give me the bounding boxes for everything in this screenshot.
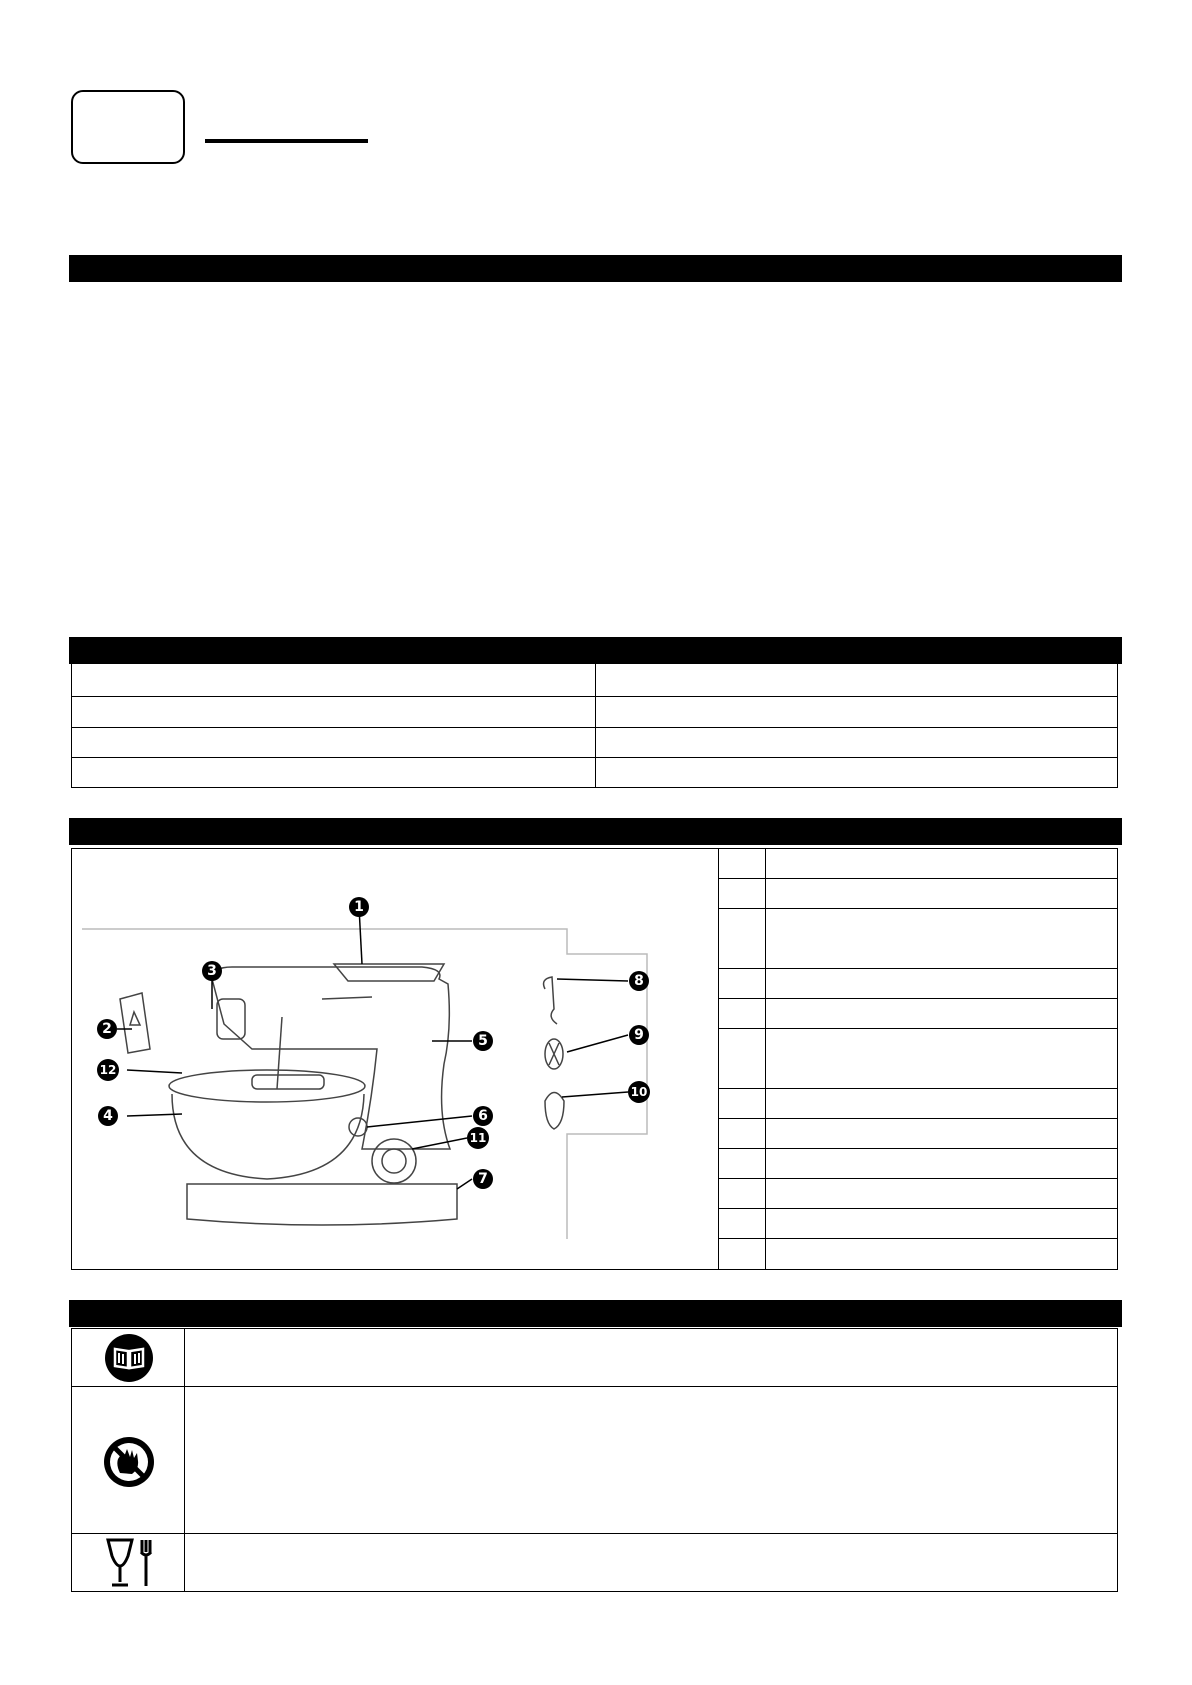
parts-section-bar [69, 818, 1122, 845]
symbols-table [71, 1328, 1118, 1592]
part-number [719, 1209, 765, 1217]
part-name [766, 909, 782, 917]
part-number [719, 1179, 765, 1187]
parts-list-row [719, 1029, 1118, 1089]
parts-list-row [719, 999, 1118, 1029]
part-number [719, 1089, 765, 1097]
food-safe-icon [104, 1538, 156, 1588]
callout-3 [202, 961, 222, 981]
symbol-text [185, 1347, 1117, 1355]
spec-label [72, 664, 595, 672]
symbol-row [72, 1387, 1117, 1534]
svg-text:9: 9 [634, 1027, 644, 1043]
callout-5 [473, 1031, 493, 1051]
part-number [719, 879, 765, 887]
parts-list-row [719, 1179, 1118, 1209]
part-number [719, 1029, 765, 1037]
part-name [766, 849, 782, 857]
specs-row [72, 758, 1117, 788]
specs-row [72, 728, 1117, 758]
parts-list-row [719, 879, 1118, 909]
parts-list-row [719, 909, 1118, 969]
parts-list-row [719, 1149, 1118, 1179]
part-name [766, 969, 782, 977]
svg-text:7: 7 [478, 1171, 488, 1187]
svg-text:5: 5 [478, 1033, 488, 1049]
intro-heading [69, 260, 77, 277]
callout-8 [629, 971, 649, 991]
specs-row [72, 697, 1117, 728]
intro-section-bar [69, 255, 1122, 282]
parts-list-row [719, 1089, 1118, 1119]
specs-table [71, 664, 1118, 788]
specs-section-bar [69, 637, 1122, 664]
symbol-text [185, 1552, 1117, 1560]
part-name [766, 1209, 782, 1217]
callout-10 [628, 1081, 650, 1103]
stand-mixer-illustration [72, 849, 719, 1269]
callout-1 [349, 897, 369, 917]
parts-panel [71, 848, 1118, 1270]
part-name [766, 999, 782, 1007]
part-name [766, 1119, 782, 1127]
symbol-row [72, 1329, 1117, 1387]
specs-heading [69, 642, 77, 659]
svg-text:11: 11 [469, 1131, 487, 1145]
parts-list-row [719, 969, 1118, 999]
svg-text:10: 10 [630, 1085, 648, 1099]
callout-7 [473, 1169, 493, 1189]
spec-value [596, 664, 1119, 672]
specs-row [72, 664, 1117, 697]
svg-text:6: 6 [478, 1108, 488, 1124]
part-number [719, 999, 765, 1007]
spec-label [72, 697, 595, 705]
symbol-row [72, 1534, 1117, 1591]
part-number [719, 1239, 765, 1247]
spec-value [596, 697, 1119, 705]
part-number [719, 849, 765, 857]
part-name [766, 879, 782, 887]
parts-list-row [719, 1239, 1118, 1269]
callout-12 [97, 1059, 119, 1081]
svg-text:2: 2 [102, 1021, 112, 1037]
language-badge [71, 90, 185, 164]
do-not-touch-icon [102, 1435, 156, 1489]
title-underline [205, 139, 368, 143]
callout-6 [473, 1106, 493, 1126]
parts-list-row [719, 1209, 1118, 1239]
spec-value [596, 728, 1119, 736]
svg-text:1: 1 [354, 899, 364, 915]
part-name [766, 1149, 782, 1157]
part-number [719, 1119, 765, 1127]
part-number [719, 1149, 765, 1157]
spec-label [72, 728, 595, 736]
part-name [766, 1029, 782, 1037]
part-name [766, 1179, 782, 1187]
callout-9 [629, 1025, 649, 1045]
parts-heading [69, 823, 77, 840]
callout-2 [97, 1019, 117, 1039]
parts-list-row [719, 849, 1118, 879]
part-name [766, 1089, 782, 1097]
spec-label [72, 758, 595, 766]
callout-4 [98, 1106, 118, 1126]
part-number [719, 969, 765, 977]
svg-text:4: 4 [103, 1108, 113, 1124]
svg-text:3: 3 [207, 963, 217, 979]
svg-text:12: 12 [99, 1063, 117, 1077]
parts-list-row [719, 1119, 1118, 1149]
symbol-text [185, 1447, 1117, 1455]
parts-list [718, 849, 1118, 1269]
callout-11 [467, 1127, 489, 1149]
part-number [719, 909, 765, 917]
symbols-section-bar [69, 1300, 1122, 1327]
read-manual-icon [104, 1333, 154, 1383]
part-name [766, 1239, 782, 1247]
svg-text:8: 8 [634, 973, 644, 989]
spec-value [596, 758, 1119, 766]
symbols-heading [69, 1305, 77, 1322]
